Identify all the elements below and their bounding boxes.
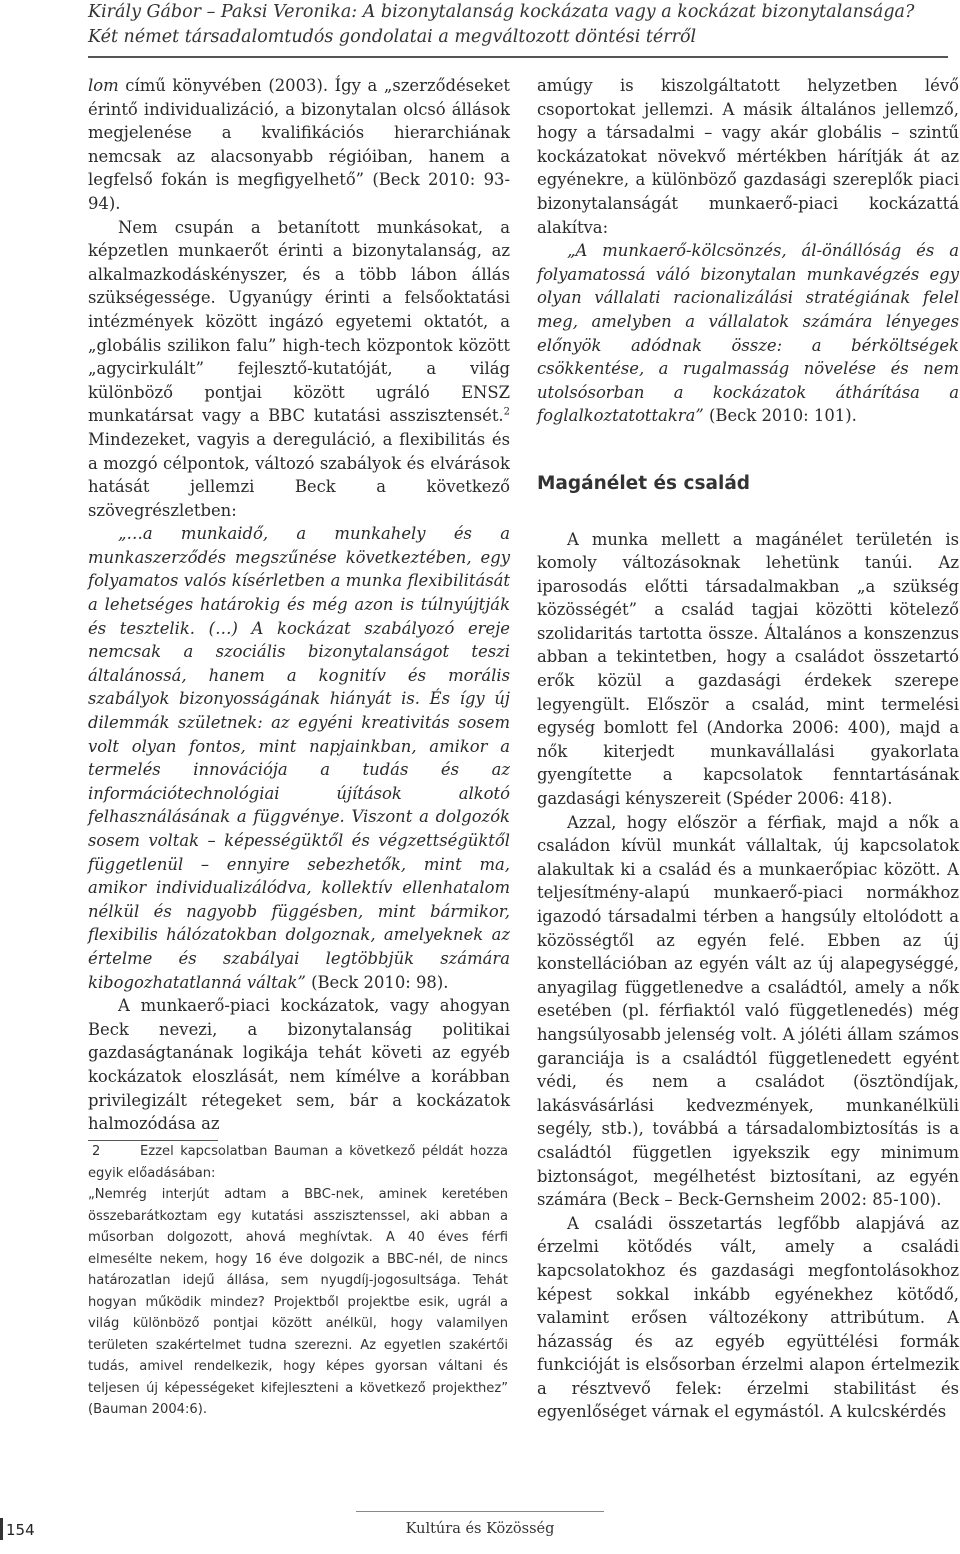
footnote-text: Ezzel kapcsolatban Bauman a következő példát hozza egyik előadásában: (88, 1144, 508, 1181)
right-quote (537, 239, 959, 428)
footnote-ref: 2 (503, 406, 510, 418)
left-column (88, 74, 510, 1136)
right-quote-text: „A munkaerő-kölcsönzés, ál-önállóság és a folyamatossá váló bizonytalan munkavégzés egy olyan vállalati racionalizálási stratégiának felel meg, amelyben a vállalatok számára lényeges előnyök adódnak össze: a bérköltségek csökkentése, a rugalmasság növelése és nem utolsósorban a kockázatok áthárítása a foglalkoztatottakra” (537, 241, 959, 426)
running-title: Király Gábor – Paksi Veronika: A bizonytalanság kockázata vagy a kockázat bizonytalansága? Két német társadalomtudós gondolatai a megváltozott döntési térről (88, 2, 915, 47)
left-quote-cite: (Beck 2010: 98). (305, 972, 449, 992)
left-p2-text: Nem csupán a betanított munkásokat, a képzetlen munkaerőt érinti a bizonytalanság, az alkalmazkodáskényszer, és a több lábon állás szükségessége. Ugyanúgy érinti a felsőoktatási intézmények között ingázó egyetemi oktatót, a „globális szilikon falu” high-tech központok között „agycirkulált” fejlesztő-kutatóját, a világ különböző pontjai között ugráló ENSZ munkatársat vagy a BBC kutatási asszisztensét. (88, 217, 510, 426)
right-paragraph-1: amúgy is kiszolgáltatott helyzetben lévő csoportokat jellemzi. A másik általános jellemző, hogy a társadalmi – vagy akár globális – szintű kockázatokat növekvő mértékben hárítják át az egyénekre, a különböző gazdasági szereplők piaci bizonytalanságát munkaerő-piaci kockázattá alakítva: (537, 76, 959, 237)
left-quote (88, 522, 510, 994)
running-header (88, 0, 948, 49)
right-paragraph-2: A munka mellett a magánélet területén is komoly változásoknak lehetünk tanúi. Az iparosodás előtti társadalmakban „a szükség közösségét” a család tagjai közötti kötelező szolidaritás tartotta össze. Általános a konszenzus abban a tekintetben, hogy a családot összetartó erők közül a gazdasági érdekek szerepe legyengült. Először a család, mint termelési egység bomlott fel (Andorka 2006: 400), majd a nők kiterjedt munkavállalási gyakorlata gyengítette a kapcsolatok fenntartásának gazdasági kényszereit (Spéder 2006: 418). (537, 529, 959, 809)
journal-name: Kultúra és Közösség (405, 1521, 555, 1537)
footnote-quote: „Nemrég interjút adtam a BBC-nek, aminek keretében összebarátkoztam egy kutatási asszisztenssel, aki abban a műsorban dolgozott, ahová meghívtak. A 40 éves férfi elmesélte nekem, hogy 16 éve dolgozik a BBC-nél, de nincs határozatlan idejű állása, sem nyugdíj-jogosultsága. Tehát hogyan működik mindez? Projektből projektbe esik, ugrál a világ különböző pontjai között anélkül, hogy valamilyen területen szakértelmet tudna szerezni. Az egyetlen szakértői tudás, amivel rendelkezik, hogy képes gyorsan váltani és teljesen új képességeket kifejleszteni a következő projekthez” (Bauman 2004:6). (88, 1187, 508, 1417)
left-p1-lead-italic: lom (88, 76, 119, 95)
left-quote-text: „…a munkaidő, a munkahely és a munkaszerződés megszűnése következtében, egy folyamatos valós kísérletben a munka flexibilitását a lehetséges határokig és még azon is túlnyújtják és tesztelik. (…) A kockázat szabályozó ereje nemcsak a szociális bizonytalanságot teszi általánossá, hanem a kognitív és morális szabályok bizonyosságának hiányát is. És így új dilemmák születnek: az egyéni kreativitás sosem volt olyan fontos, mint napjainkban, amikor a termelés innovációja a tudás és az információtechnológiai újítások alkotó felhasználásának a függvénye. Viszont a dolgozók sosem voltak – képességüktől és végzettségüktől függetlenül – ennyire sebezhetők, mint ma, amikor individualizálódva, kollektív ellenhatalom nélkül és nagyobb függésben, mint bármikor, flexibilis hálózatokban dolgoznak, amelyeknek az értelme és szabályai legtöbbjük számára kibogozhatatlanná váltak” (88, 524, 510, 992)
left-paragraph-3: A munkaerő-piaci kockázatok, vagy ahogyan Beck nevezi, a bizonytalanság politikai gazdaságtanának logikája tehát követi az egyéb kockázatok eloszlását, nem kímélve a korábban privilegizált rétegeket sem, bár a kockázatok halmozódása az (88, 996, 510, 1134)
left-paragraph-2 (88, 216, 510, 523)
right-paragraph-3: Azzal, hogy először a férfiak, majd a nők a családon kívül munkát vállaltak, új kapcsolatok alakultak ki a család és a munkaerőpiac között. A teljesítmény-alapú munkaerő-piaci normákhoz igazodó társadalmi térben a hangsúly eltolódott a közösségtől az egyén felé. Ebben az új konstellációban az egyén vált az új alapegységgé, anyagilag függetlenedve a családtól, amely a nők esetében (pl. férfiaktól való függetlenedés) még hangsúlyosabb jelenség volt. A jóléti állam számos garanciája is a családtól függetlenedett egyént védi, és nem a családot (ösztöndíjak, lakásvásárlási kedvezmények, munkanélküli segély, stb.), továbbá a társadalombiztosítás is a családtól független igyekszik egy minimum biztonságot, megélhetést biztosítani, az egyén számára (Beck – Beck-Gernsheim 2002: 85-100). (537, 812, 959, 1210)
left-p1-text: könyvében (2003). Így a „szerződéseket érintő individualizáció, a bizonytalan olcsó állások megjelenése a kvalifikációs hierarchiának nemcsak az alacsonyabb régióiban, hanem a legfelső fokán is megfigyelhető” (Beck 2010: 93-94). (88, 76, 510, 213)
page-number: 154 (6, 1521, 35, 1539)
right-paragraph-4: A családi összetartás legfőbb alapjává az érzelmi kötődés vált, amely a családi kapcsolatokhoz és gazdasági megfontolásokhoz képest sokkal inkább egyénekhez kötődő, valamint erősen változékony attribútum. A házasság és az egyéb együttélési formák funkcióját is elsősorban érzelmi alapon értelmezik a résztvevő felek: érzelmi stabilitást és egyenlőséget várnak el egymástól. A kulcskérdés (537, 1213, 959, 1422)
footnote (88, 1141, 508, 1421)
header-rule (88, 56, 948, 58)
right-column (537, 74, 959, 1424)
section-heading: Magánélet és család (537, 472, 751, 494)
left-p2-tail: Mindezeket, vagyis a dereguláció, a flexibilitás és a mozgó célpontok, változó szabályok és elvárások hatását jellemzi Beck a következő szövegrészletben: (88, 429, 510, 520)
left-paragraph-1 (88, 74, 510, 216)
left-p1-lead-rest: című (118, 76, 173, 95)
footnote-intro (88, 1141, 508, 1184)
footer-rule (356, 1511, 604, 1512)
footnote-number: 2 (92, 1144, 101, 1159)
right-quote-cite: (Beck 2010: 101). (703, 406, 857, 426)
